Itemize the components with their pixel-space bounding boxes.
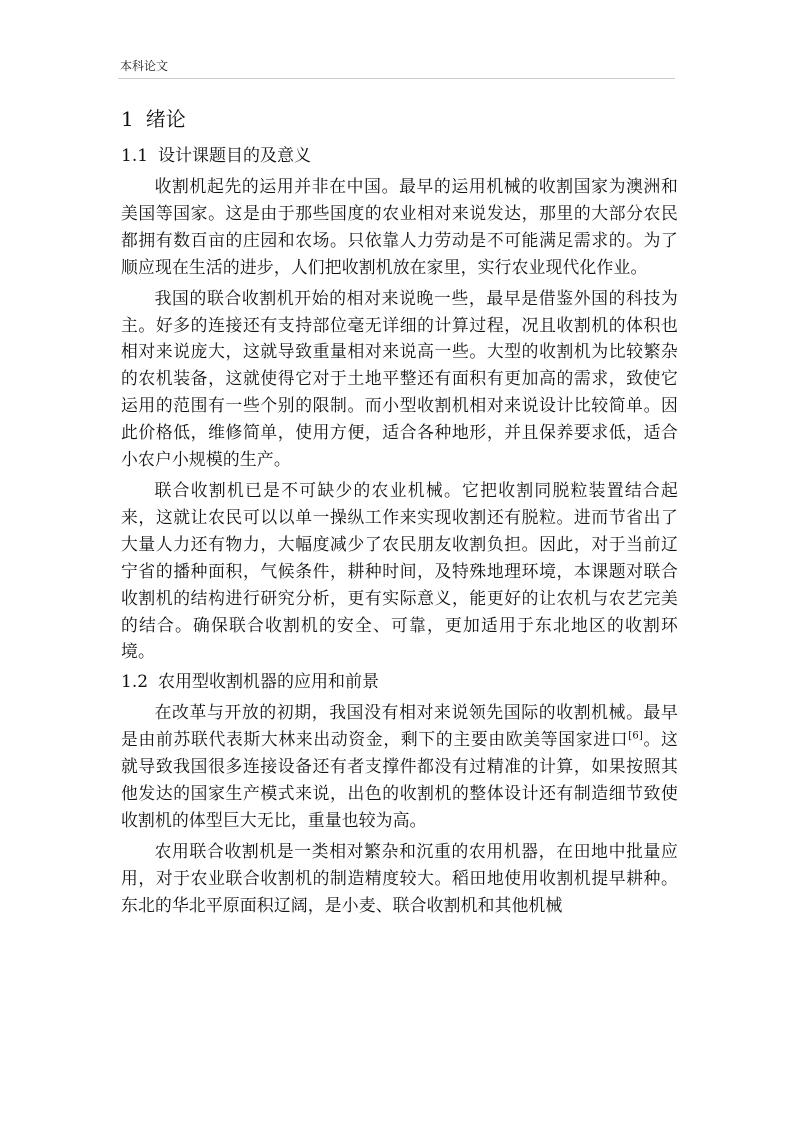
section-title: 设计课题目的及意义 — [158, 146, 312, 166]
paragraph-text: 在改革与开放的初期，我国没有相对来说领先国际的收割机械。最早是由前苏联代表斯大林来出动资金，剩下的主要由欧美等国家进口 — [121, 702, 678, 750]
section-heading-1-2 — [121, 665, 678, 699]
section-number: 1.1 — [121, 146, 149, 166]
body-paragraph: 联合收割机已是不可缺少的农业机械。它把收割同脱粒装置结合起来，这就让农民可以以单一操纵工作来实现收割还有脱粒。进而节省出了大量人力还有物力，大幅度减少了农民朋友收割负担。因此，对于当前辽宁省的播种面积，气候条件，耕种时间，及特殊地理环境，本课题对联合收割机的结构进行研究分析，更有实际意义，能更好的让农机与农艺完美的结合。确保联合收割机的安全、可靠，更加适用于东北地区的收割环境。 — [121, 479, 678, 662]
section-heading-1-1 — [121, 139, 678, 173]
section-title: 农用型收割机器的应用和前景 — [158, 672, 380, 693]
chapter-title: 绪论 — [145, 107, 186, 131]
body-paragraph — [121, 699, 678, 834]
body-paragraph: 我国的联合收割机开始的相对来说晚一些，最早是借鉴外国的科技为主。好多的连接还有支持部位毫无详细的计算过程，况且收割机的体积也相对来说庞大，这就导致重量相对来说高一些。大型的收割机为比较繁杂的农机装备，这就使得它对于土地平整还有面积有更加高的需求，致使它运用的范围有一些个别的限制。而小型收割机相对来说设计比较简单。因此价格低，维修简单，使用方便，适合各种地形，并且保养要求低，适合小农户小规模的生产。 — [121, 287, 678, 470]
section-number: 1.2 — [121, 672, 149, 693]
citation-marker: [6] — [628, 730, 644, 742]
page-body — [121, 99, 678, 919]
body-paragraph: 收割机起先的运用并非在中国。最早的运用机械的收割国家为澳洲和美国等国家。这是由于那些国度的农业相对来说发达，那里的大部分农民都拥有数百亩的庄园和农场。只依靠人力劳动是不可能满足需求的。为了顺应现在生活的进步，人们把收割机放在家里，实行农业现代化作业。 — [121, 176, 678, 277]
chapter-number: 1 — [121, 107, 134, 131]
header-divider — [118, 78, 675, 79]
chapter-heading — [121, 99, 678, 139]
paragraph-text: 。这就导致我国很多连接设备还有者支撑件都没有过精准的计算，如果按照其他发达的国家生产模式来说，出色的收割机的整体设计还有制造细节致使收割机的体型巨大无比，重量也较为高。 — [121, 729, 678, 830]
running-header: 本科论文 — [120, 59, 169, 73]
body-paragraph: 农用联合收割机是一类相对繁杂和沉重的农用机器，在田地中批量应用，对于农业联合收割机的制造精度较大。稻田地使用收割机提早耕种。东北的华北平原面积辽阔，是小麦、联合收割机和其他机械 — [121, 840, 678, 915]
